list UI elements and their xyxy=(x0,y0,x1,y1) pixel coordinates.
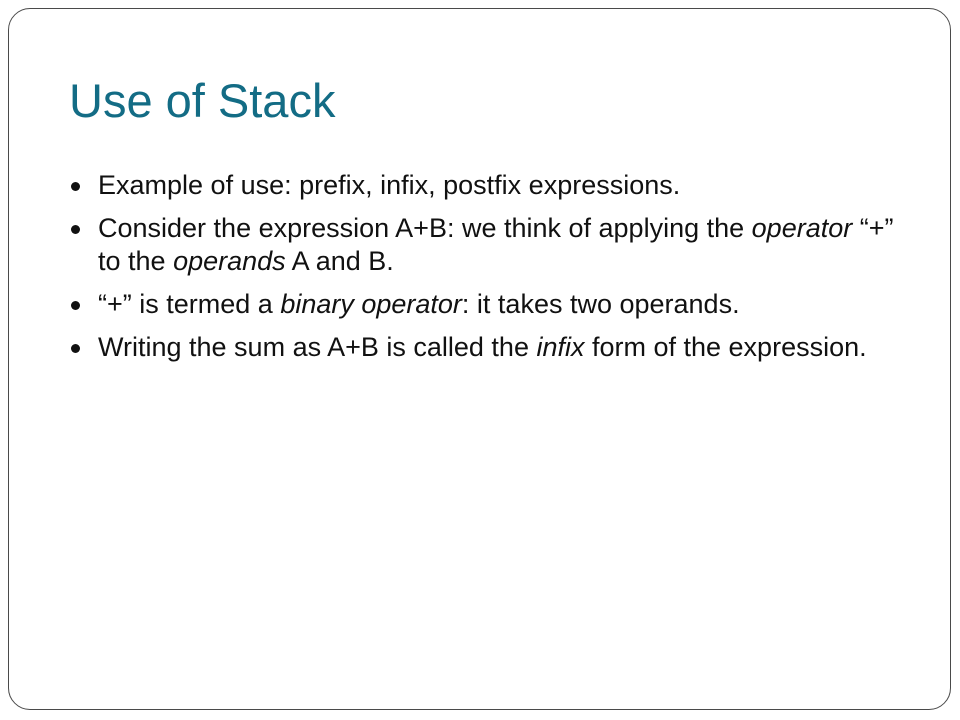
bullet-list xyxy=(71,169,911,374)
bullet-text-italic: operands xyxy=(173,246,286,276)
bullet-text: Consider the expression A+B: we think of applying the xyxy=(98,213,752,243)
bullet-dot-icon xyxy=(71,182,80,191)
bullet-text: : it takes two operands. xyxy=(461,289,740,319)
bullet-text: form of the expression. xyxy=(584,332,867,362)
bullet-text: A and B. xyxy=(285,246,394,276)
slide-title: Use of Stack xyxy=(69,74,336,127)
bullet-text-italic: infix xyxy=(536,332,585,362)
bullet-text-italic: operator xyxy=(751,213,853,243)
bullet-text-italic: binary operator xyxy=(280,289,462,319)
bullet-item xyxy=(71,169,911,202)
bullet-dot-icon xyxy=(71,225,80,234)
bullet-text: “+” to the xyxy=(98,213,894,276)
bullet-text: Example of use: prefix, infix, postfix expressions. xyxy=(98,170,681,200)
slide-frame xyxy=(8,8,951,710)
bullet-item xyxy=(71,212,911,278)
bullet-dot-icon xyxy=(71,301,80,310)
bullet-dot-icon xyxy=(71,344,80,353)
bullet-item xyxy=(71,288,911,321)
bullet-text: Writing the sum as A+B is called the xyxy=(98,332,537,362)
bullet-item xyxy=(71,331,911,364)
bullet-text: “+” is termed a xyxy=(98,289,281,319)
